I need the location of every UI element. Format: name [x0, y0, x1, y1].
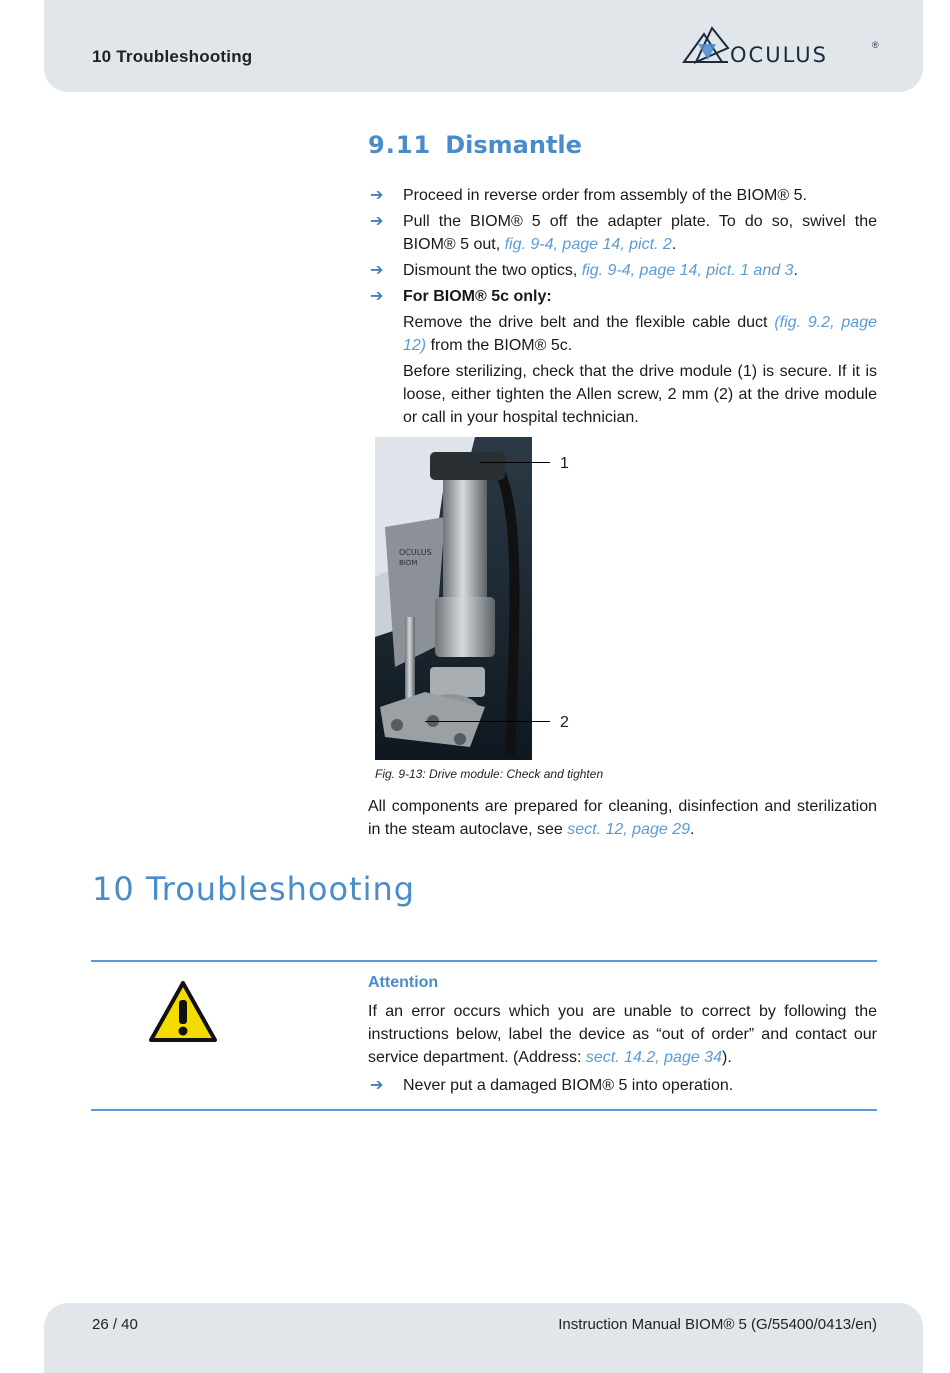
step-3	[403, 259, 877, 282]
attention-text	[368, 1000, 877, 1069]
section-title-text: Dismantle	[445, 131, 582, 159]
step-3-text: Dismount the two optics,	[403, 262, 582, 279]
warning-icon	[148, 980, 218, 1043]
step-4-sub-2: Before sterilizing, check that the drive module (1) is secure. If it is loose, either tighten the Allen screw, 2 mm (2) at the drive module or call in your hospital technician.	[403, 363, 877, 426]
step-2-text: Pull the BIOM® 5 off the adapter plate. To do so, swivel the BIOM® 5 out,	[403, 213, 877, 253]
arrow-bullet-icon: ➔	[370, 1077, 384, 1094]
attention-link[interactable]: sect. 14.2, page 34	[585, 1049, 722, 1066]
page-number: 26 / 40	[92, 1316, 138, 1333]
sub-1-text: Remove the drive belt and the flexible cable duct	[403, 314, 775, 331]
after-figure-end: .	[690, 821, 695, 838]
callout-line-1	[480, 462, 550, 463]
arrow-bullet-icon: ➔	[370, 288, 384, 305]
arrow-bullet-icon: ➔	[370, 213, 384, 230]
step-2	[403, 210, 877, 256]
callout-label-2: 2	[560, 714, 569, 731]
after-figure-text	[368, 795, 877, 841]
photo-marking-1: OCULUS	[399, 548, 432, 557]
sub-1-end: from the BIOM® 5c.	[426, 337, 573, 354]
step-3-link[interactable]: fig. 9-4, page 14, pict. 1 and 3	[581, 262, 794, 279]
attention-end: ).	[721, 1049, 732, 1066]
photo-marking-2: BIOM	[399, 559, 418, 567]
step-4-sub-1	[403, 311, 877, 357]
step-2-end: .	[671, 236, 677, 253]
attention-body: If an error occurs which you are unable to correct by following the instructions below, label the device as “out of order” and contact our service department. (Address:	[368, 1003, 877, 1066]
step-2-link[interactable]: fig. 9-4, page 14, pict. 2	[504, 236, 672, 253]
attention-bullet: Never put a damaged BIOM® 5 into operation.	[403, 1077, 734, 1094]
logo-registered-mark: ®	[872, 40, 879, 50]
oculus-logo-icon	[682, 26, 732, 70]
header-chapter-title: 10 Troubleshooting	[92, 47, 253, 66]
figure-caption: Fig. 9-13: Drive module: Check and tighten	[375, 767, 604, 781]
callout-line-2	[425, 721, 550, 722]
after-figure-link[interactable]: sect. 12, page 29	[567, 821, 690, 838]
after-figure-body: All components are prepared for cleaning, disinfection and sterilization in the steam autoclave, see	[368, 798, 877, 838]
arrow-bullet-icon: ➔	[370, 262, 384, 279]
oculus-logo	[682, 26, 882, 70]
sub-1-link[interactable]: (fig. 9.2, page 12)	[403, 314, 877, 354]
attention-top-rule	[91, 960, 877, 962]
footer-band	[44, 1303, 923, 1373]
section-title	[368, 131, 582, 159]
arrow-bullet-icon: ➔	[370, 187, 384, 204]
callout-label-1: 1	[560, 455, 569, 472]
section-number: 9.11	[368, 131, 432, 159]
step-4-heading: For BIOM® 5c only:	[403, 288, 552, 305]
document-id: Instruction Manual BIOM® 5 (G/55400/0413/en)	[558, 1316, 877, 1333]
drive-module-photo	[375, 437, 532, 760]
attention-bottom-rule	[91, 1109, 877, 1111]
logo-text: OCULUS	[730, 43, 828, 67]
step-3-end: .	[793, 262, 798, 279]
drive-module-photo-illustration	[375, 437, 532, 760]
step-1: Proceed in reverse order from assembly of the BIOM® 5.	[403, 187, 807, 204]
chapter-title: 10 Troubleshooting	[92, 870, 416, 908]
attention-title: Attention	[368, 974, 439, 991]
